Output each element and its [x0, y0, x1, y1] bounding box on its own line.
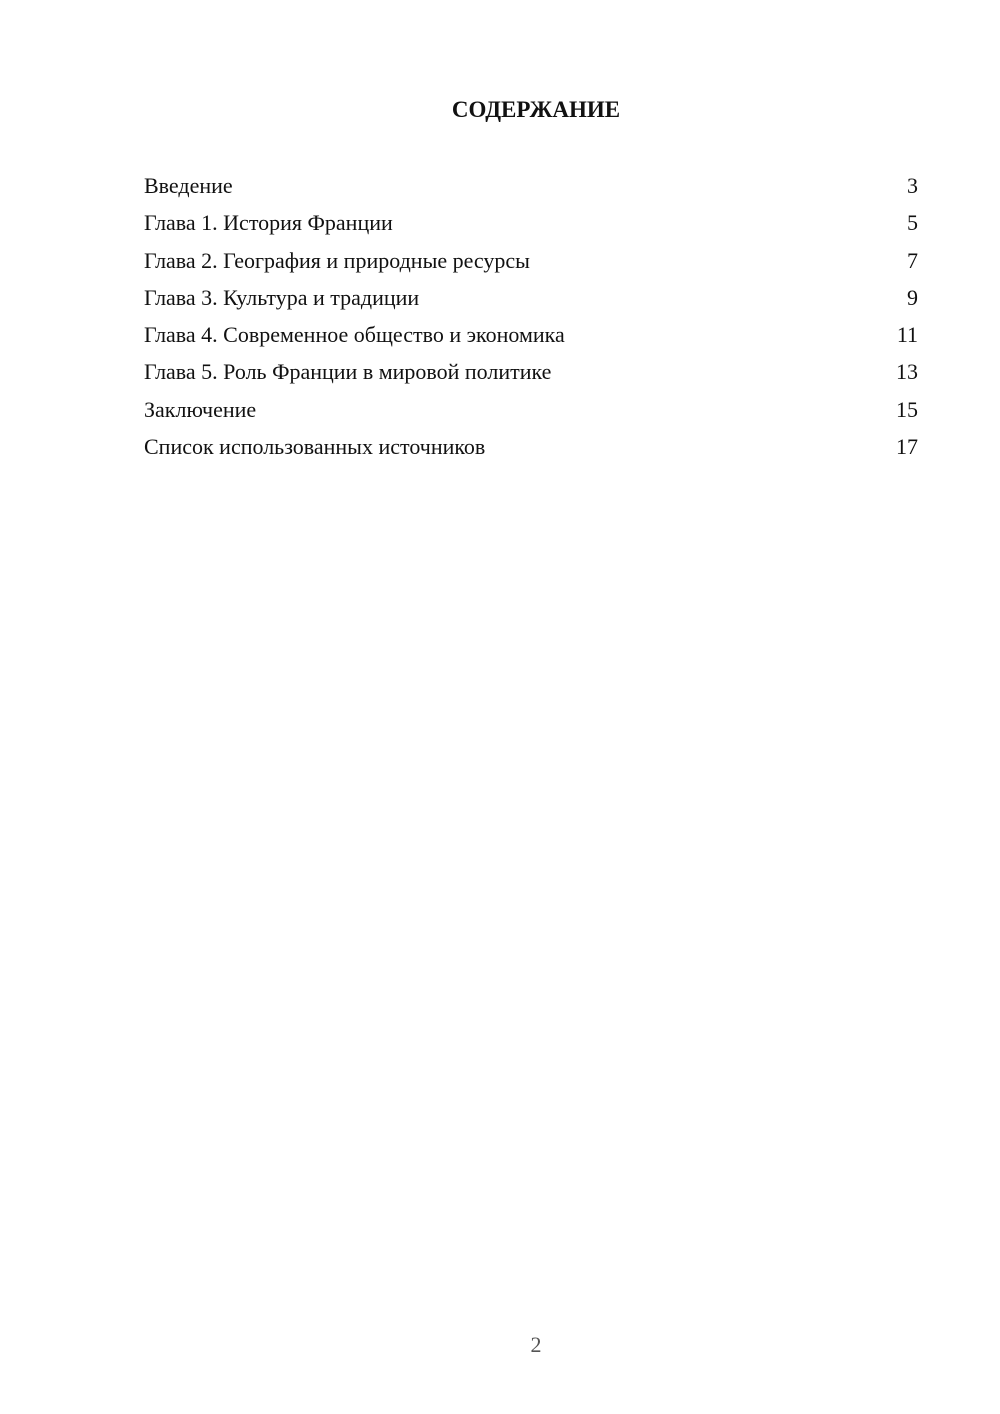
- toc-entry-label: Глава 3. Культура и традиции: [144, 284, 420, 310]
- toc-entry-label: Глава 5. Роль Франции в мировой политике: [144, 359, 552, 385]
- toc-entry-page: 7: [907, 247, 918, 273]
- toc-entry-chapter-4: [144, 316, 918, 353]
- toc-entry-label: Глава 4. Современное общество и экономика: [144, 322, 565, 348]
- toc-entry-introduction: [144, 167, 918, 204]
- toc-entry-chapter-3: [144, 279, 918, 316]
- toc-entry-page: 11: [896, 322, 918, 348]
- toc-entry-references: [144, 428, 918, 465]
- toc-entry-chapter-5: [144, 353, 918, 390]
- toc-entry-label: Глава 2. География и природные ресурсы: [144, 247, 530, 273]
- toc-entry-chapter-1: [144, 204, 918, 241]
- toc-entry-page: 15: [896, 396, 918, 422]
- toc-entry-page: 5: [907, 210, 918, 236]
- toc-entry-label: Глава 1. История Франции: [144, 210, 393, 236]
- toc-entry-conclusion: [144, 391, 918, 428]
- table-of-contents: [144, 167, 918, 465]
- toc-entry-page: 17: [896, 434, 918, 460]
- page-number: 2: [530, 1332, 542, 1357]
- toc-title: СОДЕРЖАНИЕ: [451, 97, 621, 122]
- toc-entry-page: 9: [907, 284, 918, 310]
- toc-entry-label: Заключение: [144, 396, 257, 422]
- toc-entry-page: 13: [896, 359, 918, 385]
- toc-entry-chapter-2: [144, 242, 918, 279]
- toc-entry-label: Список использованных источников: [144, 434, 486, 460]
- toc-title-container: [386, 95, 686, 125]
- toc-entry-page: 3: [907, 173, 918, 198]
- toc-entry-label: Введение: [144, 173, 233, 198]
